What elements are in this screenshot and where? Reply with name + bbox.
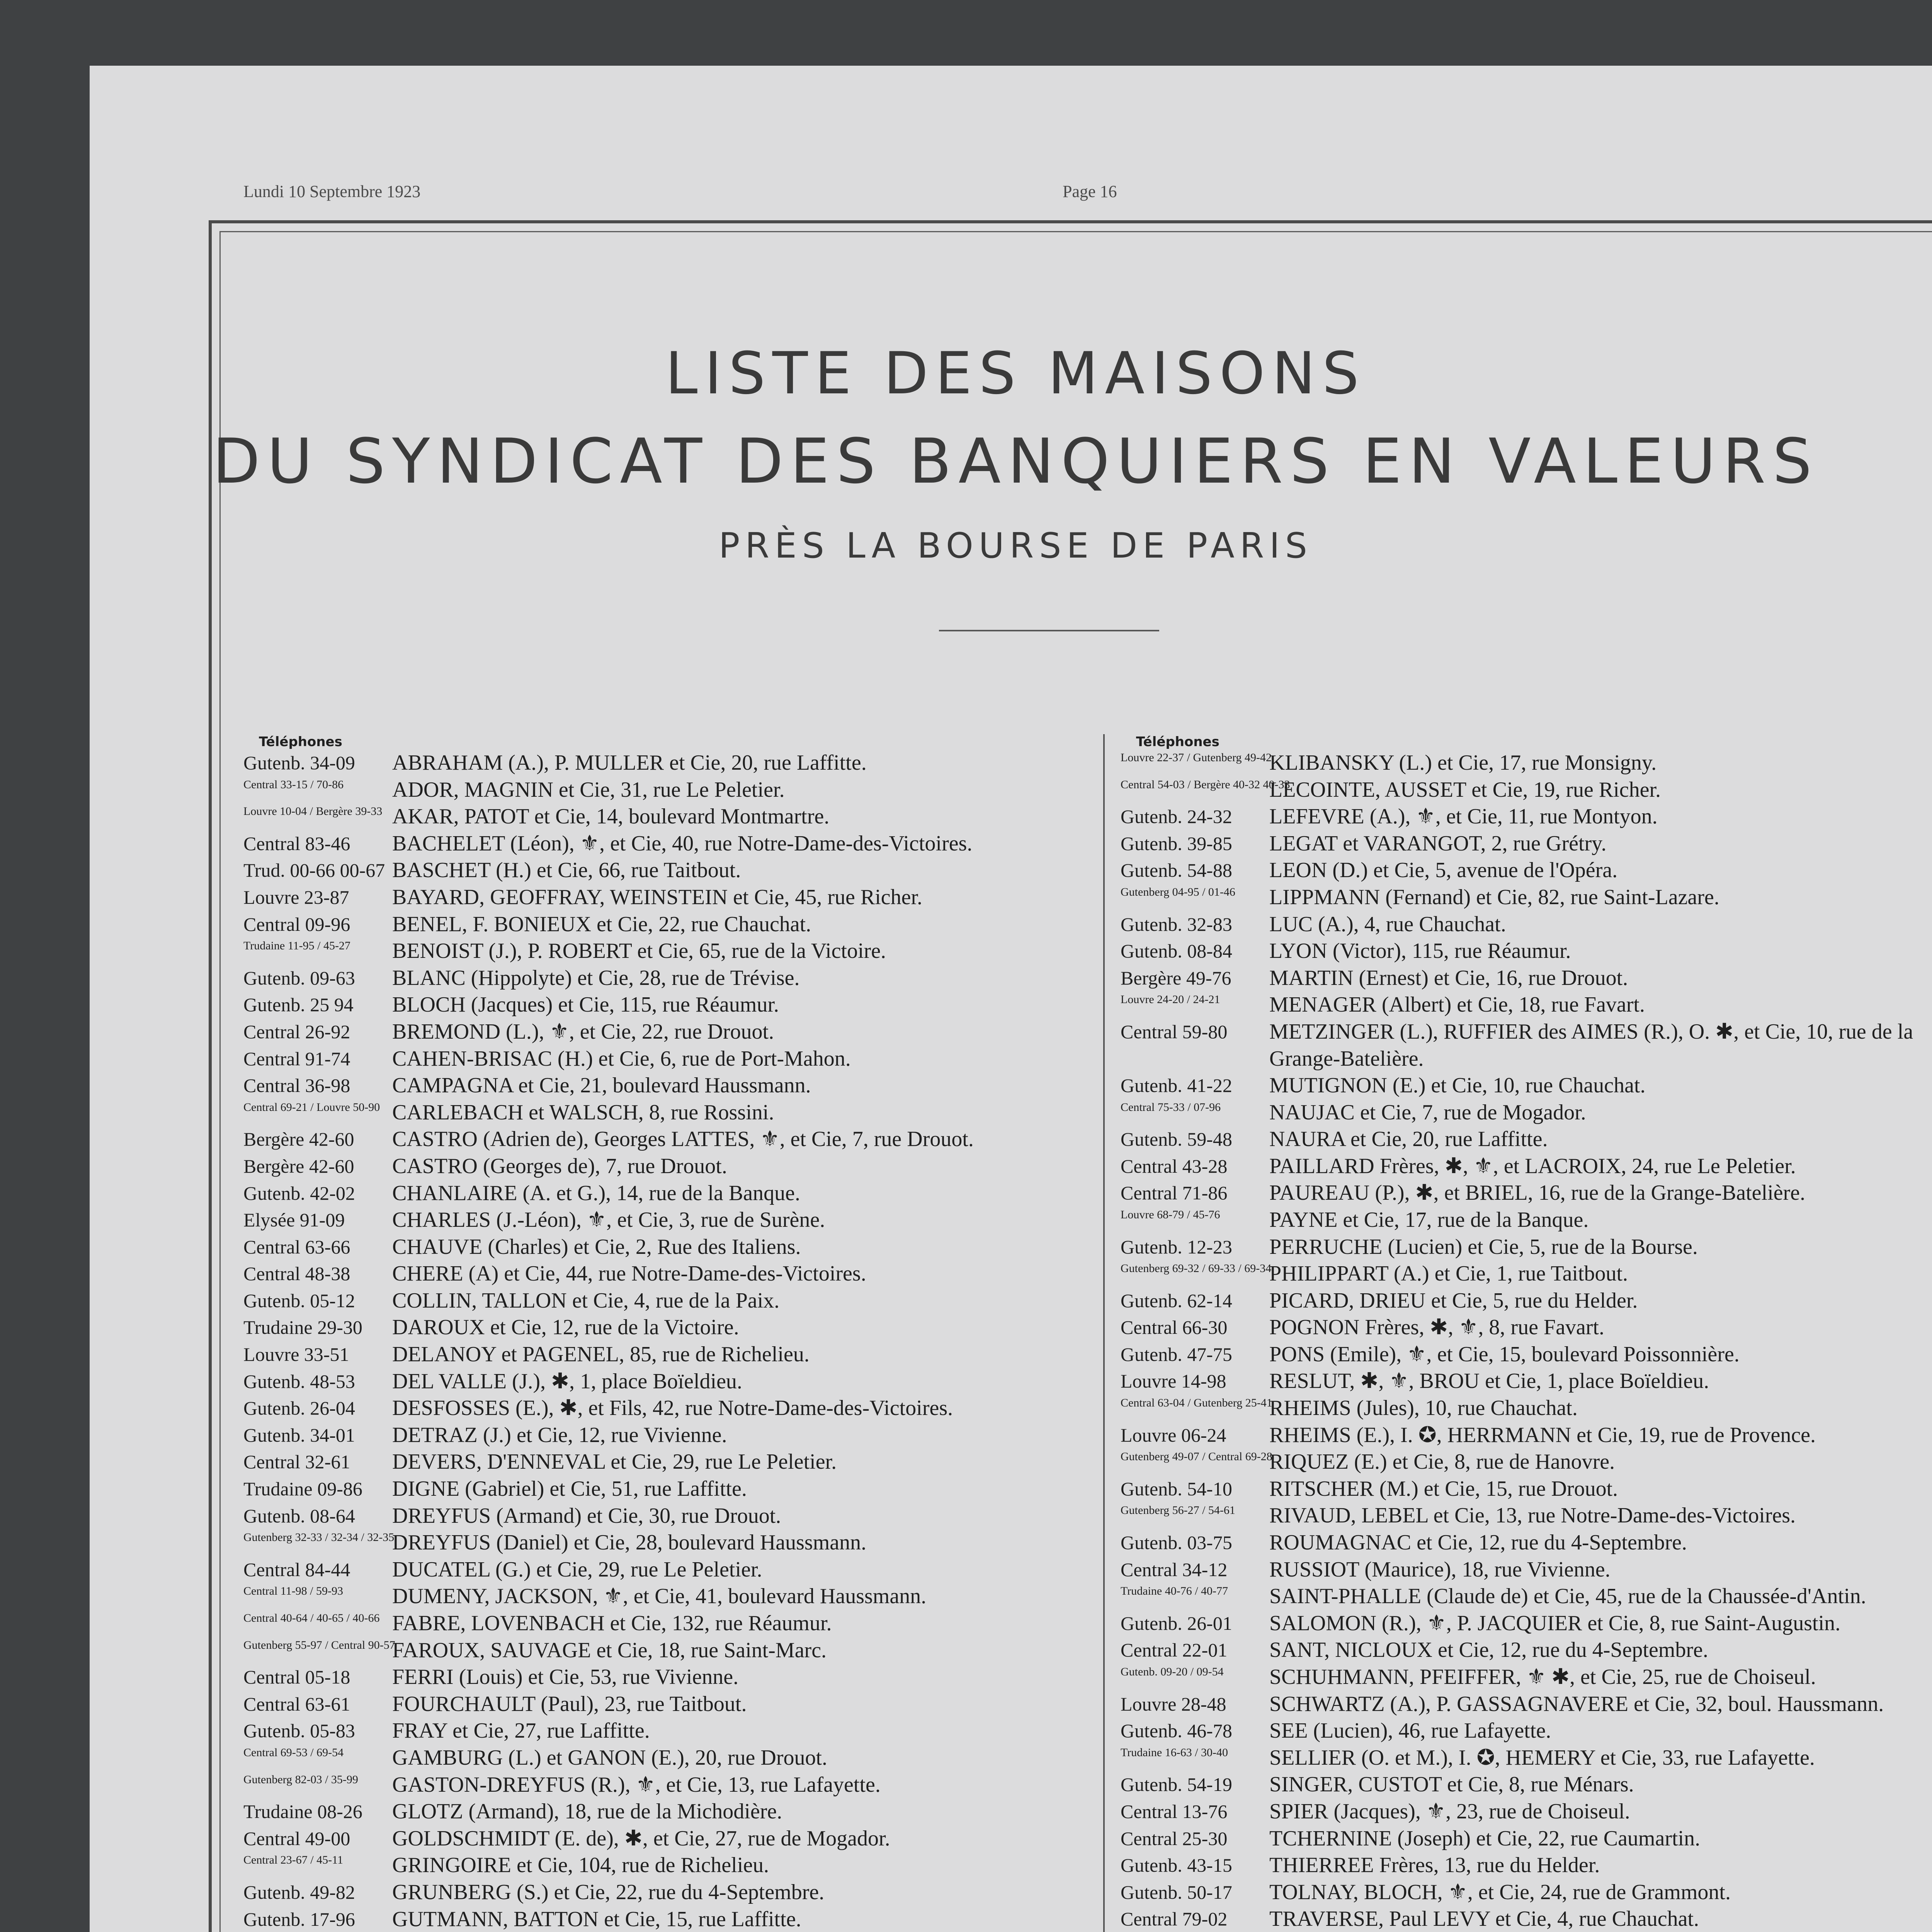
firm-entry: LYON (Victor), 115, rue Réaumur.	[1269, 939, 1571, 963]
telephone-exchange: Gutenb. 43-15	[1121, 1854, 1232, 1876]
firm-entry: CHERE (A) et Cie, 44, rue Notre-Dame-des-Victoires.	[392, 1262, 866, 1286]
telephone-exchange: Central 23-67 / 45-11	[243, 1854, 344, 1867]
firm-entry: BENOIST (J.), P. ROBERT et Cie, 65, rue de la Victoire.	[392, 939, 886, 963]
telephone-exchange: Gutenberg 04-95 / 01-46	[1121, 885, 1235, 898]
telephone-exchange: Gutenb. 46-78	[1121, 1720, 1232, 1742]
listing-row	[243, 1126, 1078, 1153]
telephone-exchange: Gutenb. 47-75	[1121, 1343, 1232, 1365]
title-rule	[939, 630, 1159, 631]
listing-row	[243, 1314, 1078, 1341]
telephone-exchange: Gutenb. 54-88	[1121, 859, 1232, 881]
firm-entry: GLOTZ (Armand), 18, rue de la Michodière.	[392, 1799, 782, 1824]
running-header-date: Lundi 10 Septembre 1923	[243, 182, 421, 201]
right-column	[1121, 734, 1932, 1932]
telephone-exchange: Louvre 28-48	[1121, 1693, 1226, 1715]
telephone-exchange: Central 40-64 / 40-65 / 40-66	[243, 1612, 380, 1624]
running-header-page: Page 16	[1063, 182, 1117, 201]
telephone-exchange: Gutenb. 08-84	[1121, 940, 1232, 962]
telephone-exchange: Gutenberg 55-97 / Central 90-57	[243, 1638, 395, 1651]
telephone-exchange: Central 11-98 / 59-93	[243, 1585, 344, 1598]
left-column-header: Téléphones	[259, 734, 342, 750]
firm-entry: TOLNAY, BLOCH, ⚜, et Cie, 24, rue de Grammont.	[1269, 1880, 1731, 1904]
firm-entry: GUTMANN, BATTON et Cie, 15, rue Laffitte.	[392, 1907, 801, 1931]
listing-row	[1121, 857, 1932, 884]
listing-row	[243, 1287, 1078, 1315]
telephone-exchange: Gutenb. 05-83	[243, 1720, 355, 1742]
listing-row	[1121, 1126, 1932, 1153]
firm-entry: AKAR, PATOT et Cie, 14, boulevard Montmartre.	[392, 804, 830, 829]
firm-entry: DIGNE (Gabriel) et Cie, 51, rue Laffitte.	[392, 1477, 747, 1501]
firm-entry: BLANC (Hippolyte) et Cie, 28, rue de Trévise.	[392, 966, 800, 990]
listing-row	[1121, 1610, 1932, 1637]
telephone-exchange: Bergère 42-60	[243, 1128, 354, 1150]
listing-row	[1121, 1556, 1932, 1583]
listing-row	[243, 1449, 1078, 1476]
telephone-exchange: Central 59-80	[1121, 1020, 1228, 1043]
firm-entry: MARTIN (Ernest) et Cie, 16, rue Drouot.	[1269, 966, 1628, 990]
telephone-exchange: Central 63-61	[243, 1693, 350, 1715]
telephone-exchange: Gutenb. 41-22	[1121, 1074, 1232, 1096]
firm-entry: DESFOSSES (E.), ✱, et Fils, 42, rue Notre-Dame-des-Victoires.	[392, 1396, 953, 1420]
telephone-exchange: Central 63-04 / Gutenberg 25-41	[1121, 1396, 1272, 1410]
telephone-exchange: Gutenb. 26-01	[1121, 1612, 1232, 1634]
firm-entry: DUCATEL (G.) et Cie, 29, rue Le Peletier.	[392, 1557, 762, 1582]
firm-entry: CASTRO (Adrien de), Georges LATTES, ⚜, et Cie, 7, rue Drouot.	[392, 1127, 974, 1151]
listing-row	[1121, 1341, 1932, 1368]
firm-entry: LEON (D.) et Cie, 5, avenue de l'Opéra.	[1269, 858, 1618, 883]
firm-entry: MUTIGNON (E.) et Cie, 10, rue Chauchat.	[1269, 1073, 1646, 1097]
listing-row	[243, 1046, 1078, 1073]
firm-entry: GOLDSCHMIDT (E. de), ✱, et Cie, 27, rue de Mogador.	[392, 1826, 890, 1850]
firm-entry: PONS (Emile), ⚜, et Cie, 15, boulevard Poissonnière.	[1269, 1342, 1740, 1366]
listing-row	[1121, 938, 1932, 965]
listing-row	[1121, 1583, 1932, 1610]
telephone-exchange: Central 54-03 / Bergère 40-32 40-33	[1121, 778, 1290, 791]
listing-row	[1121, 1476, 1932, 1503]
firm-entry: GRUNBERG (S.) et Cie, 22, rue du 4-Septembre.	[392, 1880, 825, 1904]
telephone-exchange: Central 09-96	[243, 913, 350, 935]
listing-row	[1121, 777, 1932, 804]
telephone-exchange: Gutenb. 32-83	[1121, 913, 1232, 935]
telephone-exchange: Trud. 00-66 00-67	[243, 859, 385, 881]
firm-entry: CASTRO (Georges de), 7, rue Drouot.	[392, 1154, 727, 1178]
firm-entry: BLOCH (Jacques) et Cie, 115, rue Réaumur.	[392, 993, 779, 1017]
firm-entry: DREYFUS (Armand) et Cie, 30, rue Drouot.	[392, 1503, 781, 1528]
telephone-exchange: Central 36-98	[243, 1075, 350, 1097]
listing-row	[243, 857, 1078, 884]
listing-row	[243, 830, 1078, 857]
firm-entry: FABRE, LOVENBACH et Cie, 132, rue Réaumur.	[392, 1611, 832, 1635]
firm-entry: PAYNE et Cie, 17, rue de la Banque.	[1269, 1208, 1589, 1232]
listing-row	[243, 777, 1078, 804]
firm-entry: GASTON-DREYFUS (R.), ⚜, et Cie, 13, rue Lafayette.	[392, 1772, 881, 1797]
listing-row	[1121, 1745, 1932, 1772]
firm-entry: SCHUHMANN, PFEIFFER, ⚜ ✱, et Cie, 25, rue de Choiseul.	[1269, 1665, 1816, 1689]
title-line-3: PRÈS LA BOURSE DE PARIS	[719, 526, 1313, 566]
telephone-exchange: Gutenb. 12-23	[1121, 1236, 1232, 1258]
telephone-exchange: Gutenb. 59-48	[1121, 1128, 1232, 1150]
firm-entry: BASCHET (H.) et Cie, 66, rue Taitbout.	[392, 858, 741, 883]
listing-row	[243, 1825, 1078, 1852]
listing-row	[1121, 1825, 1932, 1852]
listing-row	[1121, 1314, 1932, 1341]
firm-entry: ABRAHAM (A.), P. MULLER et Cie, 20, rue Laffitte.	[392, 751, 867, 775]
listing-row	[243, 1691, 1078, 1718]
firm-entry: POGNON Frères, ✱, ⚜, 8, rue Favart.	[1269, 1315, 1604, 1340]
listing-row	[243, 1260, 1078, 1287]
left-column-rows	[243, 750, 1078, 1932]
listing-row	[243, 1906, 1078, 1932]
telephone-exchange: Central 34-12	[1121, 1558, 1228, 1580]
telephone-exchange: Central 66-30	[1121, 1316, 1228, 1338]
telephone-exchange: Gutenb. 54-10	[1121, 1478, 1232, 1500]
telephone-exchange: Bergère 49-76	[1121, 967, 1231, 989]
firm-entry: RHEIMS (Jules), 10, rue Chauchat.	[1269, 1396, 1578, 1420]
telephone-exchange: Gutenb. 48-53	[243, 1370, 355, 1392]
firm-entry: SELLIER (O. et M.), I. ✪, HEMERY et Cie, 33, rue Lafayette.	[1269, 1745, 1815, 1770]
listing-row	[243, 1476, 1078, 1503]
telephone-exchange: Trudaine 40-76 / 40-77	[1121, 1585, 1228, 1598]
listing-row	[243, 1879, 1078, 1906]
telephone-exchange: Central 63-66	[243, 1236, 350, 1258]
listing-row	[1121, 1260, 1932, 1287]
telephone-exchange: Trudaine 29-30	[243, 1316, 362, 1338]
firm-entry: RUSSIOT (Maurice), 18, rue Vivienne.	[1269, 1557, 1611, 1582]
telephone-exchange: Central 43-28	[1121, 1155, 1228, 1177]
listing-row	[1121, 1368, 1932, 1395]
right-column-header: Téléphones	[1136, 734, 1219, 750]
listing-row	[243, 1368, 1078, 1395]
listing-row	[1121, 1852, 1932, 1879]
firm-entry: BACHELET (Léon), ⚜, et Cie, 40, rue Notre-Dame-des-Victoires.	[392, 831, 973, 855]
firm-entry: CARLEBACH et WALSCH, 8, rue Rossini.	[392, 1100, 774, 1124]
listing-row	[243, 803, 1078, 830]
firm-entry: DEVERS, D'ENNEVAL et Cie, 29, rue Le Peletier.	[392, 1450, 837, 1474]
telephone-exchange: Gutenb. 09-63	[243, 967, 355, 989]
listing-row	[243, 1637, 1078, 1664]
firm-entry: CHANLAIRE (A. et G.), 14, rue de la Banque.	[392, 1181, 800, 1205]
firm-entry: DUMENY, JACKSON, ⚜, et Cie, 41, boulevard Haussmann.	[392, 1584, 927, 1609]
listing-row	[1121, 1906, 1932, 1932]
firm-entry: PAILLARD Frères, ✱, ⚜, et LACROIX, 24, rue Le Peletier.	[1269, 1154, 1796, 1178]
listing-row	[243, 1422, 1078, 1449]
listing-row	[243, 992, 1078, 1019]
telephone-exchange: Louvre 68-79 / 45-76	[1121, 1208, 1220, 1221]
telephone-exchange: Central 79-02	[1121, 1908, 1228, 1930]
listing-row	[1121, 1664, 1932, 1691]
listing-row	[243, 1529, 1078, 1556]
listing-row	[243, 1153, 1078, 1180]
listing-row	[1121, 965, 1932, 992]
telephone-exchange: Gutenberg 69-32 / 69-33 / 69-34	[1121, 1262, 1272, 1275]
firm-entry: ADOR, MAGNIN et Cie, 31, rue Le Peletier.	[392, 777, 785, 802]
firm-entry: BREMOND (L.), ⚜, et Cie, 22, rue Drouot.	[392, 1019, 774, 1044]
firm-entry: PERRUCHE (Lucien) et Cie, 5, rue de la Bourse.	[1269, 1235, 1698, 1259]
telephone-exchange: Gutenb. 49-82	[243, 1881, 355, 1903]
firm-entry: ROUMAGNAC et Cie, 12, rue du 4-Septembre.	[1269, 1531, 1687, 1555]
firm-entry: PICARD, DRIEU et Cie, 5, rue du Helder.	[1269, 1288, 1638, 1313]
telephone-exchange: Gutenb. 03-75	[1121, 1532, 1232, 1554]
firm-entry: LEGAT et VARANGOT, 2, rue Grétry.	[1269, 831, 1607, 855]
listing-row	[1121, 1502, 1932, 1529]
telephone-exchange: Louvre 06-24	[1121, 1424, 1226, 1446]
firm-entry: PHILIPPART (A.) et Cie, 1, rue Taitbout.	[1269, 1262, 1628, 1286]
firm-entry: LUC (A.), 4, rue Chauchat.	[1269, 912, 1506, 936]
telephone-exchange: Central 32-61	[243, 1451, 350, 1473]
telephone-exchange: Gutenb. 08-64	[243, 1505, 355, 1527]
firm-entry: NAURA et Cie, 20, rue Laffitte.	[1269, 1127, 1548, 1151]
firm-entry: TCHERNINE (Joseph) et Cie, 22, rue Caumartin.	[1269, 1826, 1701, 1850]
telephone-exchange: Central 69-53 / 69-54	[243, 1746, 344, 1759]
firm-entry: CHARLES (J.-Léon), ⚜, et Cie, 3, rue de Surène.	[392, 1208, 825, 1232]
listing-row	[1121, 1798, 1932, 1825]
telephone-exchange: Gutenb. 50-17	[1121, 1881, 1232, 1903]
telephone-exchange: Central 71-86	[1121, 1182, 1228, 1204]
telephone-exchange: Gutenberg 82-03 / 35-99	[243, 1773, 358, 1786]
telephone-exchange: Central 49-00	[243, 1827, 350, 1849]
firm-entry: CHAUVE (Charles) et Cie, 2, Rue des Italiens.	[392, 1235, 801, 1259]
telephone-exchange: Central 48-38	[243, 1263, 350, 1285]
telephone-exchange: Central 69-21 / Louvre 50-90	[243, 1100, 380, 1114]
listing-row	[243, 1556, 1078, 1583]
firm-entry: DETRAZ (J.) et Cie, 12, rue Vivienne.	[392, 1423, 727, 1447]
listing-row	[243, 1772, 1078, 1799]
firm-entry: BENEL, F. BONIEUX et Cie, 22, rue Chauchat.	[392, 912, 811, 936]
listing-row	[1121, 1019, 1932, 1072]
telephone-exchange: Louvre 22-37 / Gutenberg 49-42	[1121, 751, 1272, 764]
firm-entry: COLLIN, TALLON et Cie, 4, rue de la Paix.	[392, 1288, 780, 1313]
telephone-exchange: Louvre 10-04 / Bergère 39-33	[243, 805, 383, 818]
listing-row	[1121, 1771, 1932, 1798]
telephone-exchange: Central 83-46	[243, 832, 350, 854]
listing-row	[1121, 830, 1932, 857]
telephone-exchange: Louvre 23-87	[243, 886, 349, 908]
telephone-exchange: Elysée 91-09	[243, 1209, 345, 1231]
telephone-exchange: Central 75-33 / 07-96	[1121, 1100, 1221, 1114]
listing-row	[1121, 911, 1932, 938]
listing-row	[243, 1664, 1078, 1691]
telephone-exchange: Central 13-76	[1121, 1800, 1228, 1822]
firm-entry: SAINT-PHALLE (Claude de) et Cie, 45, rue de la Chaussée-d'Antin.	[1269, 1584, 1866, 1609]
listing-row	[243, 1610, 1078, 1637]
listing-row	[1121, 884, 1932, 911]
telephone-exchange: Gutenb. 09-20 / 09-54	[1121, 1665, 1224, 1678]
firm-entry: FERRI (Louis) et Cie, 53, rue Vivienne.	[392, 1665, 739, 1689]
firm-entry: SEE (Lucien), 46, rue Lafayette.	[1269, 1719, 1551, 1743]
listing-row	[1121, 1207, 1932, 1234]
firm-entry: DEL VALLE (J.), ✱, 1, place Boïeldieu.	[392, 1369, 742, 1393]
telephone-exchange: Central 84-44	[243, 1558, 350, 1580]
telephone-exchange: Bergère 42-60	[243, 1155, 354, 1177]
telephone-exchange: Central 25-30	[1121, 1827, 1228, 1849]
telephone-exchange: Gutenb. 25 94	[243, 994, 354, 1016]
firm-entry: THIERREE Frères, 13, rue du Helder.	[1269, 1853, 1600, 1878]
telephone-exchange: Gutenb. 05-12	[243, 1289, 355, 1311]
listing-row	[243, 1207, 1078, 1234]
listing-row	[243, 1583, 1078, 1610]
listing-row	[243, 1718, 1078, 1745]
telephone-exchange: Gutenb. 17-96	[243, 1908, 355, 1930]
firm-entry: RESLUT, ✱, ⚜, BROU et Cie, 1, place Boïeldieu.	[1269, 1369, 1709, 1393]
telephone-exchange: Central 05-18	[243, 1666, 350, 1688]
firm-entry: GAMBURG (L.) et GANON (E.), 20, rue Drouot.	[392, 1745, 828, 1770]
telephone-exchange: Louvre 24-20 / 24-21	[1121, 993, 1220, 1006]
listing-row	[243, 911, 1078, 938]
listing-row	[1121, 1180, 1932, 1207]
firm-entry: FOURCHAULT (Paul), 23, rue Taitbout.	[392, 1692, 747, 1716]
listing-row	[243, 1341, 1078, 1368]
title-line-2: DU SYNDICAT DES BANQUIERS EN VALEURS	[213, 425, 1819, 497]
listing-row	[243, 965, 1078, 992]
telephone-exchange: Gutenberg 32-33 / 32-34 / 32-35	[243, 1531, 395, 1544]
telephone-exchange: Gutenb. 26-04	[243, 1397, 355, 1419]
telephone-exchange: Trudaine 08-26	[243, 1801, 362, 1823]
telephone-exchange: Gutenberg 49-07 / Central 69-28	[1121, 1450, 1272, 1463]
firm-entry: FRAY et Cie, 27, rue Laffitte.	[392, 1719, 650, 1743]
listing-row	[243, 1745, 1078, 1772]
listing-row	[1121, 1637, 1932, 1664]
firm-entry: NAUJAC et Cie, 7, rue de Mogador.	[1269, 1100, 1586, 1124]
firm-entry: FAROUX, SAUVAGE et Cie, 18, rue Saint-Marc.	[392, 1638, 827, 1662]
firm-entry: DREYFUS (Daniel) et Cie, 28, boulevard Haussmann.	[392, 1531, 867, 1555]
firm-entry: SANT, NICLOUX et Cie, 12, rue du 4-Septembre.	[1269, 1638, 1708, 1662]
firm-entry: CAHEN-BRISAC (H.) et Cie, 6, rue de Port-Mahon.	[392, 1046, 851, 1071]
firm-entry: DAROUX et Cie, 12, rue de la Victoire.	[392, 1315, 739, 1340]
right-column-rows	[1121, 750, 1932, 1932]
listing-row	[243, 750, 1078, 777]
listing-row	[243, 1798, 1078, 1825]
firm-entry: TRAVERSE, Paul LEVY et Cie, 4, rue Chauchat.	[1269, 1907, 1699, 1931]
telephone-exchange: Central 26-92	[243, 1020, 350, 1043]
firm-entry: SINGER, CUSTOT et Cie, 8, rue Ménars.	[1269, 1772, 1634, 1797]
listing-row	[243, 1072, 1078, 1099]
firm-entry: RIQUEZ (E.) et Cie, 8, rue de Hanovre.	[1269, 1450, 1615, 1474]
listing-row	[1121, 1718, 1932, 1745]
listing-row	[1121, 1287, 1932, 1315]
telephone-exchange: Gutenb. 39-85	[1121, 832, 1232, 854]
telephone-exchange: Gutenb. 54-19	[1121, 1774, 1232, 1796]
firm-entry: MENAGER (Albert) et Cie, 18, rue Favart.	[1269, 993, 1645, 1017]
listing-row	[243, 884, 1078, 911]
firm-entry: SPIER (Jacques), ⚜, 23, rue de Choiseul.	[1269, 1799, 1630, 1823]
telephone-exchange: Trudaine 16-63 / 30-40	[1121, 1746, 1228, 1759]
telephone-exchange: Gutenb. 62-14	[1121, 1289, 1232, 1311]
column-divider	[1103, 734, 1105, 1932]
firm-entry: LIPPMANN (Fernand) et Cie, 82, rue Saint-Lazare.	[1269, 885, 1719, 909]
firm-entry: KLIBANSKY (L.) et Cie, 17, rue Monsigny.	[1269, 751, 1657, 775]
firm-entry: LEFEVRE (A.), ⚜, et Cie, 11, rue Montyon.	[1269, 804, 1658, 829]
listing-row	[1121, 992, 1932, 1019]
listing-row	[1121, 750, 1932, 777]
firm-entry: BAYARD, GEOFFRAY, WEINSTEIN et Cie, 45, rue Richer.	[392, 885, 923, 909]
listing-row	[1121, 1879, 1932, 1906]
telephone-exchange: Gutenberg 56-27 / 54-61	[1121, 1504, 1235, 1517]
telephone-exchange: Trudaine 11-95 / 45-27	[243, 939, 350, 952]
listing-row	[1121, 1234, 1932, 1261]
title-line-1: LISTE DES MAISONS	[665, 340, 1366, 407]
telephone-exchange: Central 22-01	[1121, 1639, 1228, 1661]
listing-row	[243, 1099, 1078, 1126]
listing-row	[243, 1019, 1078, 1046]
listing-row	[1121, 1691, 1932, 1718]
listing-row	[243, 938, 1078, 965]
firm-entry: GRINGOIRE et Cie, 104, rue de Richelieu.	[392, 1853, 769, 1878]
telephone-exchange: Louvre 33-51	[243, 1344, 349, 1366]
listing-row	[243, 1503, 1078, 1530]
telephone-exchange: Trudaine 09-86	[243, 1478, 362, 1500]
listing-row	[1121, 1422, 1932, 1449]
listing-row	[243, 1852, 1078, 1879]
firm-entry: SALOMON (R.), ⚜, P. JACQUIER et Cie, 8, rue Saint-Augustin.	[1269, 1611, 1841, 1635]
listing-row	[243, 1234, 1078, 1261]
firm-entry: CAMPAGNA et Cie, 21, boulevard Haussmann.	[392, 1073, 811, 1098]
firm-entry: RHEIMS (E.), I. ✪, HERRMANN et Cie, 19, rue de Provence.	[1269, 1423, 1816, 1447]
listing-row	[1121, 1395, 1932, 1422]
listing-row	[1121, 1072, 1932, 1099]
telephone-exchange: Central 33-15 / 70-86	[243, 778, 344, 791]
telephone-exchange: Gutenb. 42-02	[243, 1182, 355, 1204]
listing-row	[243, 1395, 1078, 1422]
telephone-exchange: Central 91-74	[243, 1048, 350, 1070]
firm-entry: RIVAUD, LEBEL et Cie, 13, rue Notre-Dame-des-Victoires.	[1269, 1503, 1796, 1528]
firm-entry: SCHWARTZ (A.), P. GASSAGNAVERE et Cie, 32, boul. Haussmann.	[1269, 1692, 1884, 1716]
firm-entry: METZINGER (L.), RUFFIER des AIMES (R.), O. ✱, et Cie, 10, rue de la Grange-Batelière.	[1269, 1019, 1913, 1071]
listing-row	[1121, 1529, 1932, 1556]
listing-row	[243, 1180, 1078, 1207]
listing-row	[1121, 1449, 1932, 1476]
telephone-exchange: Gutenb. 24-32	[1121, 806, 1232, 828]
firm-entry: LECOINTE, AUSSET et Cie, 19, rue Richer.	[1269, 777, 1661, 802]
listing-row	[1121, 1099, 1932, 1126]
listing-row	[1121, 803, 1932, 830]
telephone-exchange: Gutenb. 34-01	[243, 1424, 355, 1446]
left-column	[243, 734, 1078, 1932]
firm-entry: RITSCHER (M.) et Cie, 15, rue Drouot.	[1269, 1476, 1618, 1501]
telephone-exchange: Gutenb. 34-09	[243, 752, 355, 774]
firm-entry: DELANOY et PAGENEL, 85, rue de Richelieu.	[392, 1342, 810, 1367]
firm-entry: PAUREAU (P.), ✱, et BRIEL, 16, rue de la Grange-Batelière.	[1269, 1181, 1805, 1205]
telephone-exchange: Louvre 14-98	[1121, 1370, 1226, 1392]
listing-row	[1121, 1153, 1932, 1180]
